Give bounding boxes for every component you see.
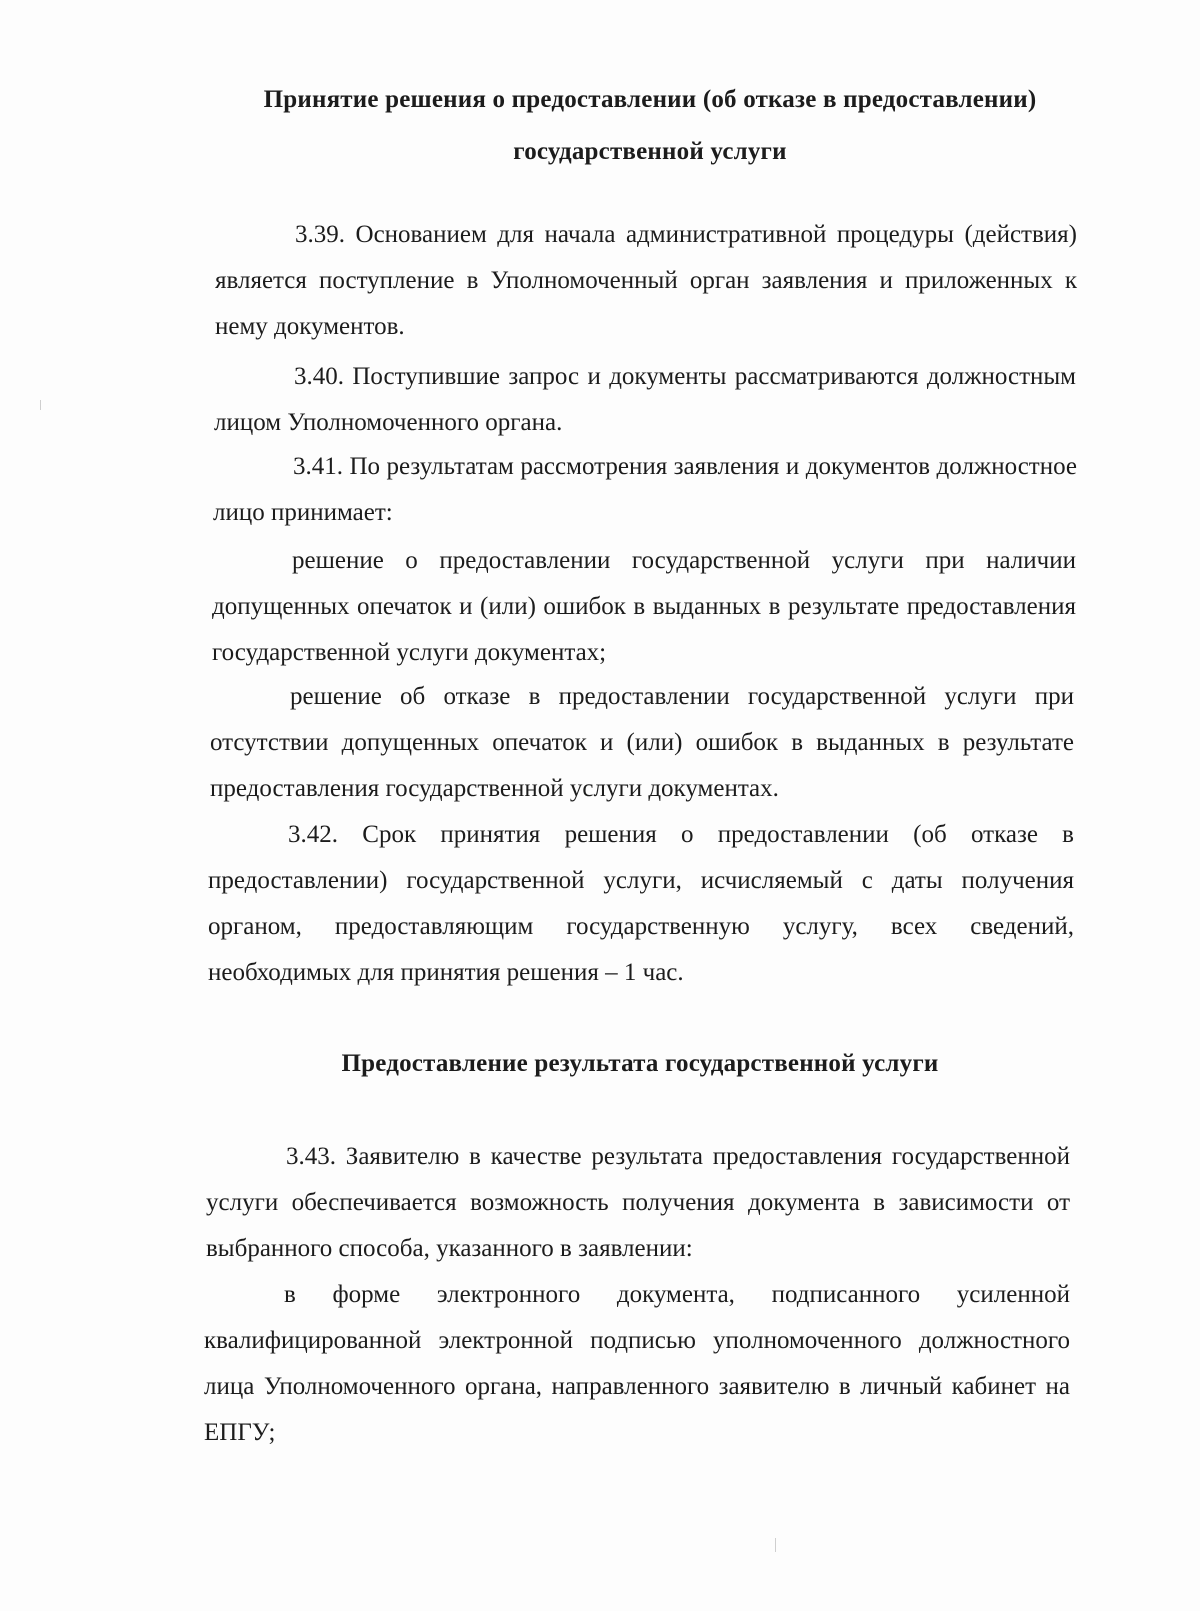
paragraph-decision-refuse [210,674,1074,812]
paragraph-3-39-text: 3.39. Основанием для начала административной процедуры (действия) является поступление в Уполномоченный орган заявления и приложенных к нему документов. [215,221,1077,340]
paragraph-decision-refuse-text: решение об отказе в предоставлении государственной услуги при отсутствии допущенных опечаток и (или) ошибок в выданных в результате предоставления государственной услуги документах. [210,683,1074,802]
paragraph-3-41-text: 3.41. По результатам рассмотрения заявления и документов должностное лицо принимает: [213,453,1077,526]
scan-speck [775,1538,776,1552]
section-heading-decision [200,76,1100,176]
paragraph-3-40 [214,354,1076,446]
section-heading-line-1: Принятие решения о предоставлении (об отказе в предоставлении) [263,86,1037,113]
paragraph-3-39 [215,212,1077,350]
paragraph-electronic-form-text: в форме электронного документа, подписанного усиленной квалифицированной электронной подписью уполномоченного должностного лица Уполномоченного органа, направленного заявителю в личный кабинет на ЕПГУ; [204,1281,1070,1446]
paragraph-3-42 [208,812,1074,996]
paragraph-decision-grant-text: решение о предоставлении государственной услуги при наличии допущенных опечаток и (или) ошибок в выданных в результате предоставления государственной услуги документах; [212,547,1076,666]
section-heading-result: Предоставление результата государственной услуги [341,1050,939,1077]
paragraph-3-42-text: 3.42. Срок принятия решения о предоставлении (об отказе в предоставлении) государственной услуги, исчисляемый с даты получения органом, предоставляющим государственную услугу, всех сведений, необходимых для принятия решения – 1 час. [208,821,1074,986]
paragraph-3-43 [206,1134,1070,1272]
paragraph-3-41 [213,444,1077,536]
paragraph-3-40-text: 3.40. Поступившие запрос и документы рассматриваются должностным лицом Уполномоченного органа. [214,363,1076,436]
paragraph-3-43-text: 3.43. Заявителю в качестве результата предоставления государственной услуги обеспечивается возможность получения документа в зависимости от выбранного способа, указанного в заявлении: [206,1143,1070,1262]
paragraph-decision-grant [212,538,1076,676]
paragraph-electronic-form [204,1272,1070,1456]
scan-speck [40,400,41,410]
section-heading-line-2: государственной услуги [513,138,787,165]
